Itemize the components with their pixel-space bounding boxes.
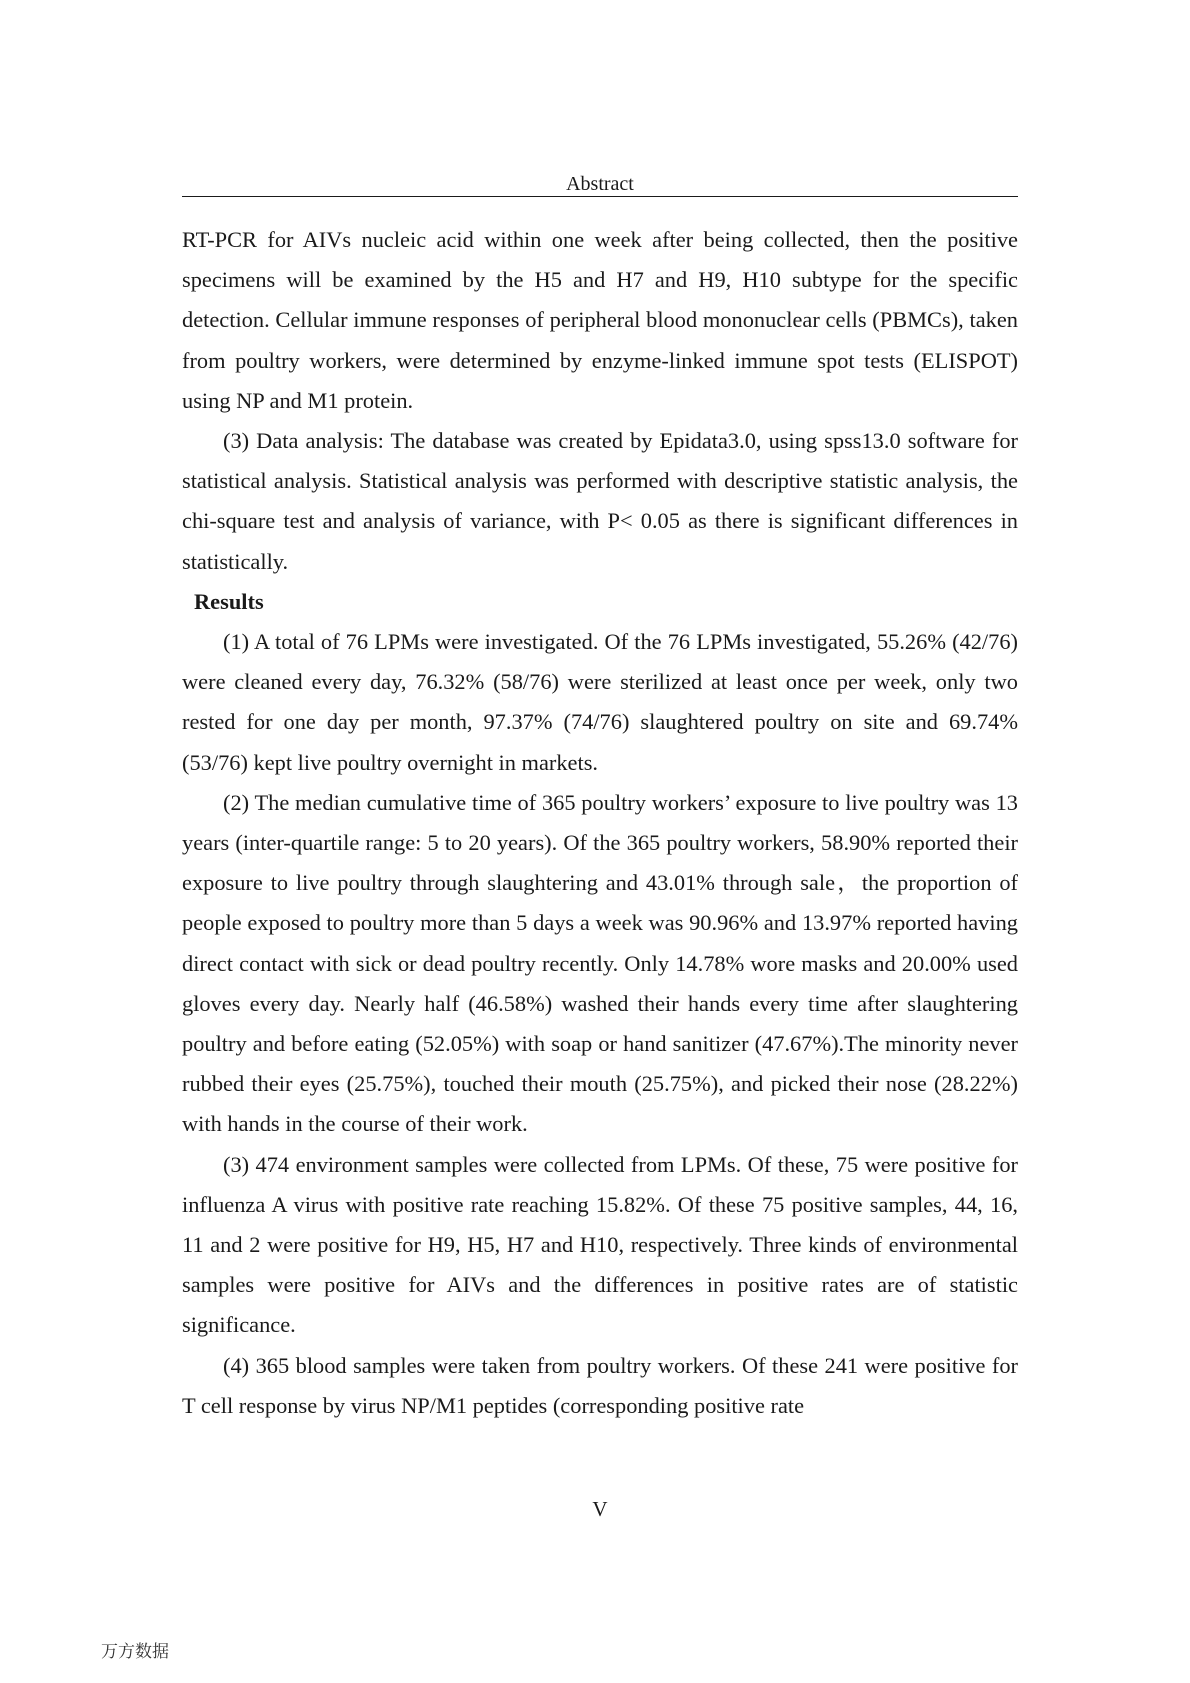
header-rule [182,196,1018,197]
paragraph-result-2: (2) The median cumulative time of 365 poultry workers’ exposure to live poultry was 13 years (inter-quartile range: 5 to 20 years). Of the 365 poultry workers, 58.90% reported their exposure to live poultry through slaughtering and 43.01% through sale，the proportion of people exposed to poultry more than 5 days a week was 90.96% and 13.97% reported having direct contact with sick or dead poultry recently. Only 14.78% wore masks and 20.00% used gloves every day. Nearly half (46.58%) washed their hands every time after slaughtering poultry and before eating (52.05%) with soap or hand sanitizer (47.67%).The minority never rubbed their eyes (25.75%), touched their mouth (25.75%), and picked their nose (28.22%) with hands in the course of their work. [182,789,1018,1137]
running-header: Abstract [566,173,634,195]
paragraph-methods-continued: RT-PCR for AIVs nucleic acid within one week after being collected, then the positive specimens will be examined by the H5 and H7 and H9, H10 subtype for the specific detection. Cellular immune responses of peripheral blood mononuclear cells (PBMCs), taken from poultry workers, were determined by enzyme-linked immune spot tests (ELISPOT) using NP and M1 protein. [182,227,1018,413]
page-number: V [592,1497,608,1521]
paragraph-data-analysis: (3) Data analysis: The database was created by Epidata3.0, using spss13.0 software for statistical analysis. Statistical analysis was performed with descriptive statistic analysis, the chi-square test and analysis of variance, with P< 0.05 as there is significant differences in statistically. [182,428,1018,574]
paragraph-result-4: (4) 365 blood samples were taken from poultry workers. Of these 241 were positive for T cell response by virus NP/M1 peptides (corresponding positive rate [182,1352,1018,1418]
watermark-text: 万方数据 [101,1642,169,1662]
paragraph-result-1: (1) A total of 76 LPMs were investigated. Of the 76 LPMs investigated, 55.26% (42/76) were cleaned every day, 76.32% (58/76) were sterilized at least once per week, only two rested for one day per month, 97.37% (74/76) slaughtered poultry on site and 69.74% (53/76) kept live poultry overnight in markets. [182,629,1018,775]
results-heading: Results [194,588,264,614]
body-text [182,220,1018,1426]
paragraph-result-3: (3) 474 environment samples were collected from LPMs. Of these, 75 were positive for influenza A virus with positive rate reaching 15.82%. Of these 75 positive samples, 44, 16, 11 and 2 were positive for H9, H5, H7 and H10, respectively. Three kinds of environmental samples were positive for AIVs and the differences in positive rates are of statistic significance. [182,1151,1018,1338]
